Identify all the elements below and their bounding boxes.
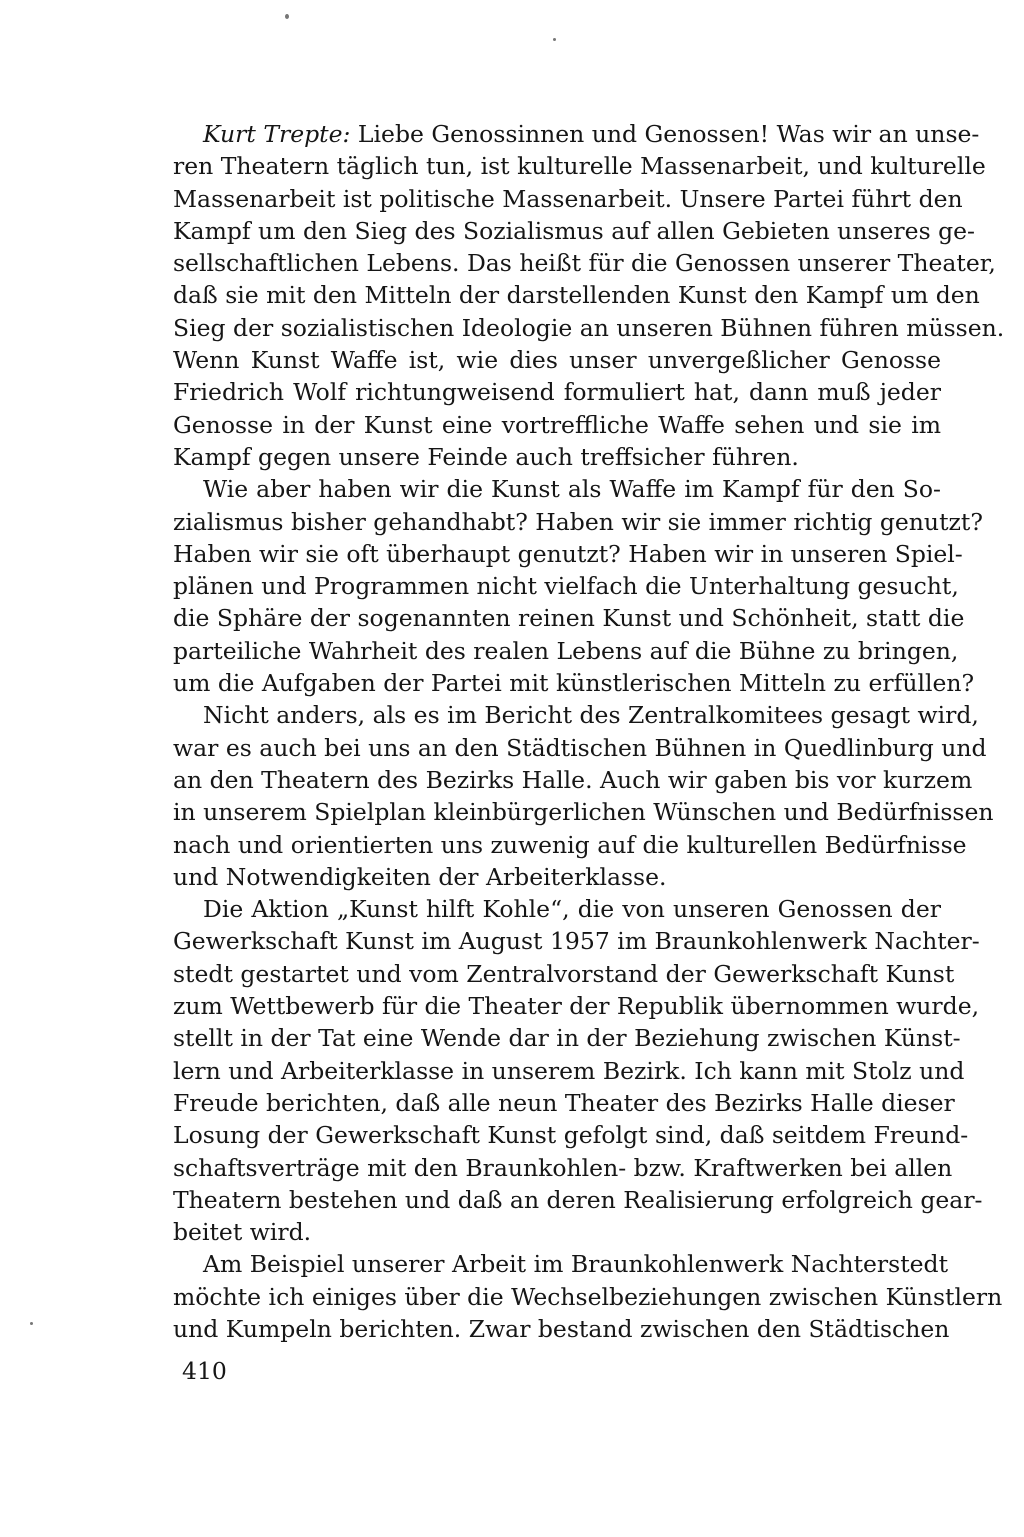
line-text: Die Aktion „Kunst hilft Kohle“, die von unseren Genossen der — [203, 895, 941, 924]
text-line — [173, 1119, 969, 1151]
text-line — [173, 635, 959, 667]
text-line — [173, 1087, 955, 1119]
text-line — [173, 150, 986, 182]
line-text: und Notwendigkeiten der Arbeiterklasse. — [173, 862, 667, 891]
paragraph — [173, 118, 1005, 473]
line-text: Wie aber haben wir die Kunst als Waffe im Kampf für den So- — [203, 475, 941, 504]
text-line — [173, 699, 979, 731]
text-line — [173, 1248, 949, 1280]
text-line — [173, 732, 987, 764]
line-text: war es auch bei uns an den Städtischen Bühnen in Quedlinburg und — [173, 733, 987, 762]
paragraph — [173, 1248, 1003, 1345]
line-text: die Sphäre der sogenannten reinen Kunst und Schönheit, statt die — [173, 604, 965, 633]
line-text: Freude berichten, daß alle neun Theater des Bezirks Halle dieser — [173, 1088, 955, 1117]
line-text: Losung der Gewerkschaft Kunst gefolgt sind, daß seitdem Freund- — [173, 1121, 969, 1150]
text-line — [173, 1152, 953, 1184]
speaker-name: Kurt Trepte: — [203, 120, 351, 148]
line-text: Am Beispiel unserer Arbeit im Braunkohlenwerk Nachterstedt — [203, 1250, 949, 1279]
line-text: Kampf um den Sieg des Sozialismus auf allen Gebieten unseres ge- — [173, 216, 975, 245]
line-text: Massenarbeit ist politische Massenarbeit. Unsere Partei führt den — [173, 184, 963, 213]
text-line — [173, 312, 1005, 344]
line-text: möchte ich einiges über die Wechselbeziehungen zwischen Künstlern — [173, 1282, 1003, 1311]
text-line — [173, 1313, 950, 1345]
line-text: nach und orientierten uns zuwenig auf die kulturellen Bedürfnisse — [173, 830, 967, 859]
line-text: Liebe Genossinnen und Genossen! Was wir an unse- — [350, 120, 980, 148]
line-text: beitet wird. — [173, 1218, 312, 1247]
text-line — [173, 247, 996, 279]
line-text: parteiliche Wahrheit des realen Lebens auf die Bühne zu bringen, — [173, 636, 959, 665]
text-line — [173, 893, 941, 925]
text-line — [173, 506, 983, 538]
line-text: zum Wettbewerb für die Theater der Republik übernommen wurde, — [173, 992, 980, 1021]
line-text: stedt gestartet und vom Zentralvorstand der Gewerkschaft Kunst — [173, 959, 955, 988]
paragraph — [173, 473, 983, 699]
text-line — [173, 602, 965, 634]
text-line — [173, 215, 975, 247]
text-line — [173, 1216, 941, 1248]
text-line — [173, 570, 959, 602]
text-line — [173, 958, 955, 990]
line-text: Nicht anders, als es im Bericht des Zentralkomitees gesagt wird, — [203, 701, 979, 730]
paragraph — [173, 893, 983, 1248]
paragraph — [173, 699, 994, 893]
page-number: 410 — [182, 1357, 227, 1385]
text-line — [173, 118, 980, 150]
line-text: und Kumpeln berichten. Zwar bestand zwischen den Städtischen — [173, 1314, 950, 1343]
line-text: zialismus bisher gehandhabt? Haben wir sie immer richtig genutzt? — [173, 507, 983, 536]
line-text: lern und Arbeiterklasse in unserem Bezirk. Ich kann mit Stolz und — [173, 1056, 965, 1085]
text-line — [173, 1055, 965, 1087]
print-speck — [285, 14, 289, 19]
line-text: Genosse in der Kunst eine vortreffliche Waffe sehen und sie im — [173, 410, 941, 439]
line-text: daß sie mit den Mitteln der darstellenden Kunst den Kampf um den — [173, 281, 980, 310]
text-line — [173, 376, 941, 408]
line-text: Wenn Kunst Waffe ist, wie dies unser unvergeßlicher Genosse — [173, 346, 941, 375]
text-line — [173, 473, 941, 505]
line-text: Gewerkschaft Kunst im August 1957 im Braunkohlenwerk Nachter- — [173, 927, 980, 956]
line-text: stellt in der Tat eine Wende dar in der Beziehung zwischen Künst- — [173, 1024, 961, 1053]
text-line — [173, 1281, 1003, 1313]
text-line — [173, 990, 980, 1022]
text-line — [173, 861, 941, 893]
line-text: um die Aufgaben der Partei mit künstlerischen Mitteln zu erfüllen? — [173, 669, 975, 698]
line-text: in unserem Spielplan kleinbürgerlichen Wünschen und Bedürfnissen — [173, 798, 994, 827]
text-line — [173, 441, 941, 473]
text-line — [173, 829, 967, 861]
text-line — [173, 1022, 961, 1054]
line-text: Theatern bestehen und daß an deren Realisierung erfolgreich gear- — [173, 1185, 983, 1214]
text-line — [173, 344, 941, 376]
line-text: Haben wir sie oft überhaupt genutzt? Haben wir in unseren Spiel- — [173, 539, 963, 568]
line-text: an den Theatern des Bezirks Halle. Auch wir gaben bis vor kurzem — [173, 765, 973, 794]
line-text: Friedrich Wolf richtungweisend formuliert hat, dann muß jeder — [173, 378, 941, 407]
print-speck — [553, 38, 556, 41]
line-text: sellschaftlichen Lebens. Das heißt für die Genossen unserer Theater, — [173, 249, 996, 278]
text-line — [173, 925, 980, 957]
text-line — [173, 764, 973, 796]
text-line — [173, 409, 941, 441]
line-text: schaftsverträge mit den Braunkohlen- bzw. Kraftwerken bei allen — [173, 1153, 953, 1182]
text-line — [173, 183, 963, 215]
line-text: Kampf gegen unsere Feinde auch treffsicher führen. — [173, 442, 799, 471]
text-line — [173, 538, 963, 570]
text-line — [173, 796, 994, 828]
body-text — [173, 118, 1005, 1345]
line-text: ren Theatern täglich tun, ist kulturelle Massenarbeit, und kulturelle — [173, 152, 986, 181]
line-text: plänen und Programmen nicht vielfach die Unterhaltung gesucht, — [173, 572, 959, 601]
text-line — [173, 667, 975, 699]
text-line — [173, 1184, 983, 1216]
text-line — [173, 279, 980, 311]
print-speck — [30, 1322, 33, 1325]
line-text: Sieg der sozialistischen Ideologie an unseren Bühnen führen müssen. — [173, 313, 1005, 342]
